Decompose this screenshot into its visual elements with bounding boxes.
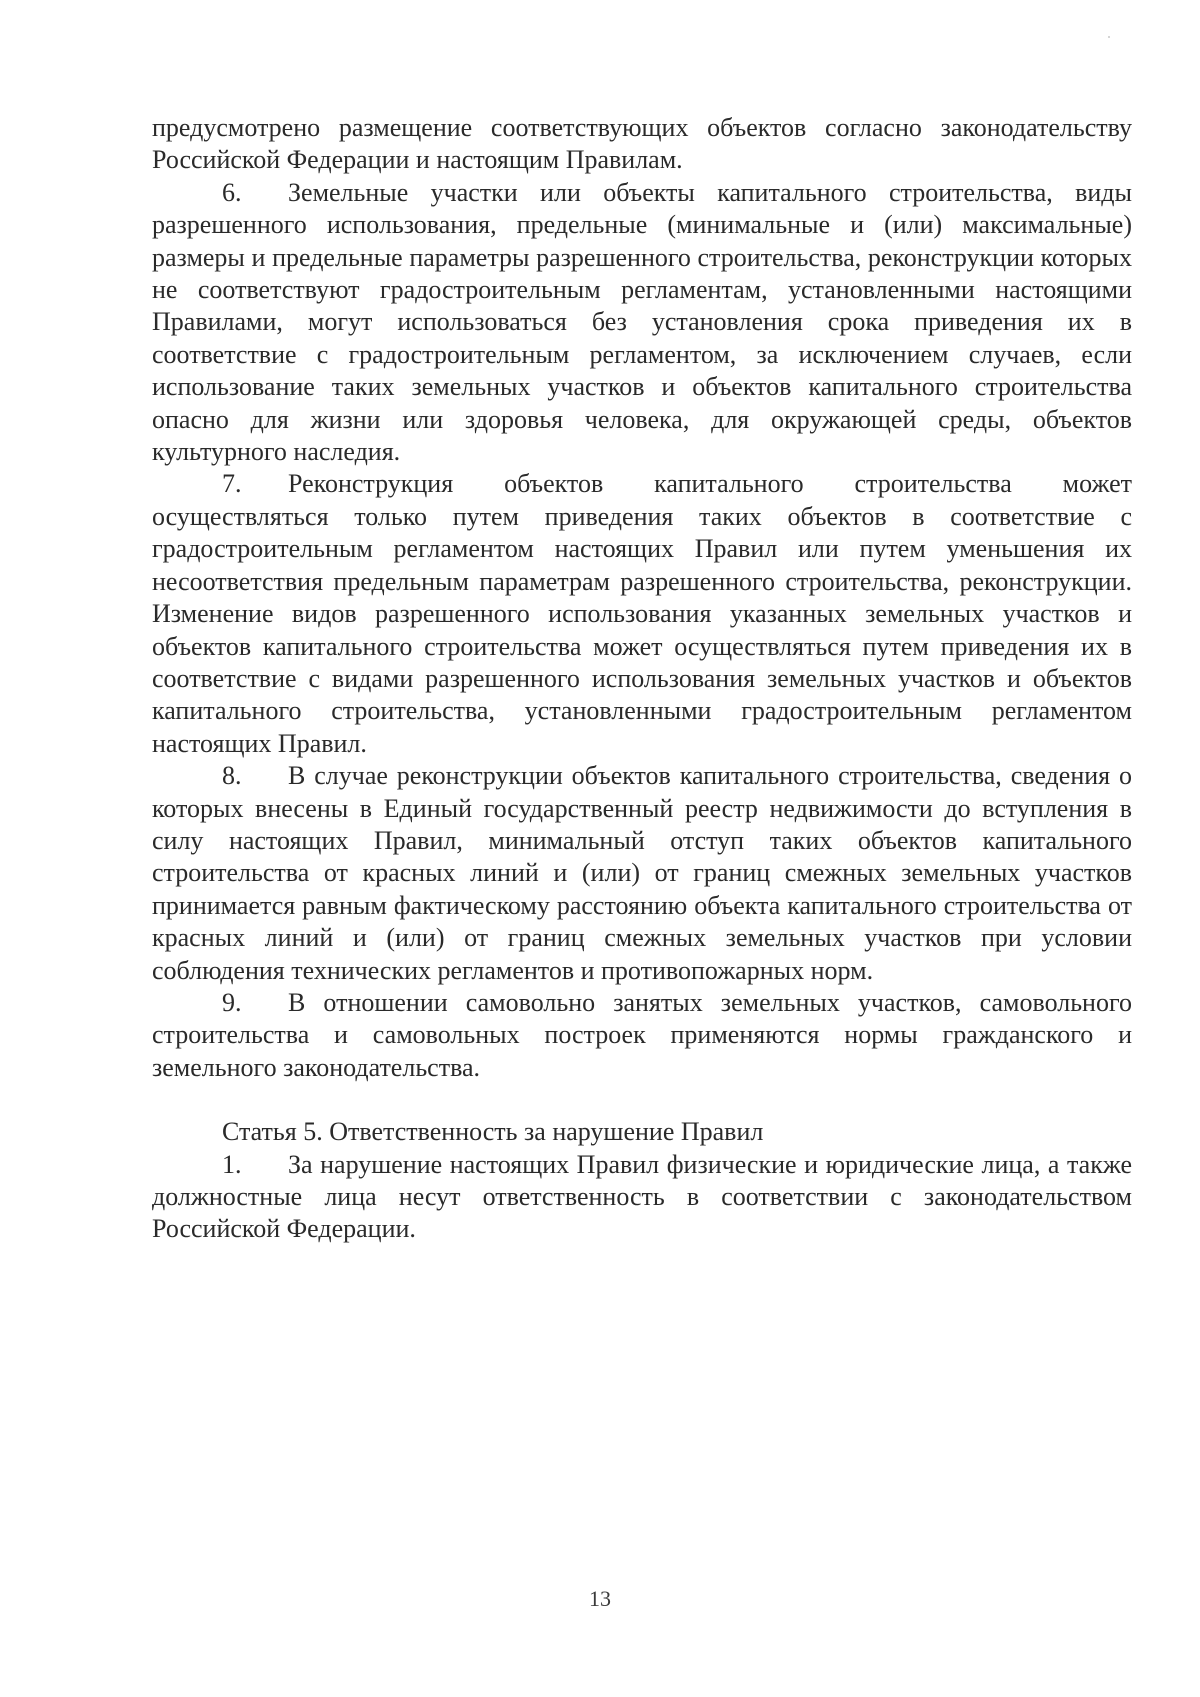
paragraph-6 [152, 177, 1132, 469]
paragraph-text: В отношении самовольно занятых земельных участков, самовольного строительства и самовольных построек применяются нормы гражданского и земельного законодательства. [152, 987, 1132, 1082]
continued-paragraph [152, 112, 1132, 177]
paragraph-number: 9. [222, 987, 242, 1017]
paragraph-text: Реконструкция объектов капитального строительства может осуществляться только путем приведения таких объектов в соответствие с градостроительным регламентом настоящих Правил или путем уменьшения их несоответствия предельным параметрам разрешенного строительства, реконструкции. Изменение видов разрешенного использования указанных земельных участков и объектов капитального строительства может осуществляться путем приведения их в соответствие с видами разрешенного использования земельных участков и объектов капитального строительства, установленными градостроительным регламентом настоящих Правил. [152, 469, 1132, 758]
paragraph-text: За нарушение настоящих Правил физические и юридические лица, а также должностные лица несут ответственность в соответствии с законодательством Российской Федерации. [152, 1149, 1132, 1244]
paragraph-text: Земельные участки или объекты капитального строительства, виды разрешенного использования, предельные (минимальные и (или) максимальные) размеры и предельные параметры разрешенного строительства, реконструкции которых не соответствуют градостроительным регламентам, установленными настоящими Правилами, могут использоваться без установления срока приведения их в соответствие с градостроительным регламентом, за исключением случаев, если использование таких земельных участков и объектов капитального строительства опасно для жизни или здоровья человека, для окружающей среды, объектов культурного наследия. [152, 177, 1132, 467]
scan-speck [1108, 36, 1110, 38]
paragraph-9 [152, 987, 1132, 1084]
paragraph-text: В случае реконструкции объектов капитального строительства, сведения о которых внесены в Единый государственный реестр недвижимости до вступления в силу настоящих Правил, минимальный отступ таких объектов капитального строительства от красных линий и (или) от границ смежных земельных участков принимается равным фактическому расстоянию объекта капитального строительства от красных линий и (или) от границ смежных земельных участков при условии соблюдения технических регламентов и противопожарных норм. [152, 761, 1132, 985]
document-body [152, 112, 1132, 1246]
paragraph-number: 6. [222, 177, 242, 207]
paragraph-8 [152, 760, 1132, 987]
paragraph-text: предусмотрено размещение соответствующих объектов согласно законодательству Российской Федерации и настоящим Правилам. [152, 113, 1132, 175]
paragraph-number: 8. [222, 761, 242, 791]
article-paragraph-1 [152, 1149, 1132, 1246]
paragraph-number: 1. [222, 1149, 242, 1179]
paragraph-number: 7. [222, 469, 242, 499]
article-heading: Статья 5. Ответственность за нарушение Правил [222, 1117, 764, 1147]
page-number: 13 [589, 1586, 611, 1611]
paragraph-7 [152, 468, 1132, 760]
